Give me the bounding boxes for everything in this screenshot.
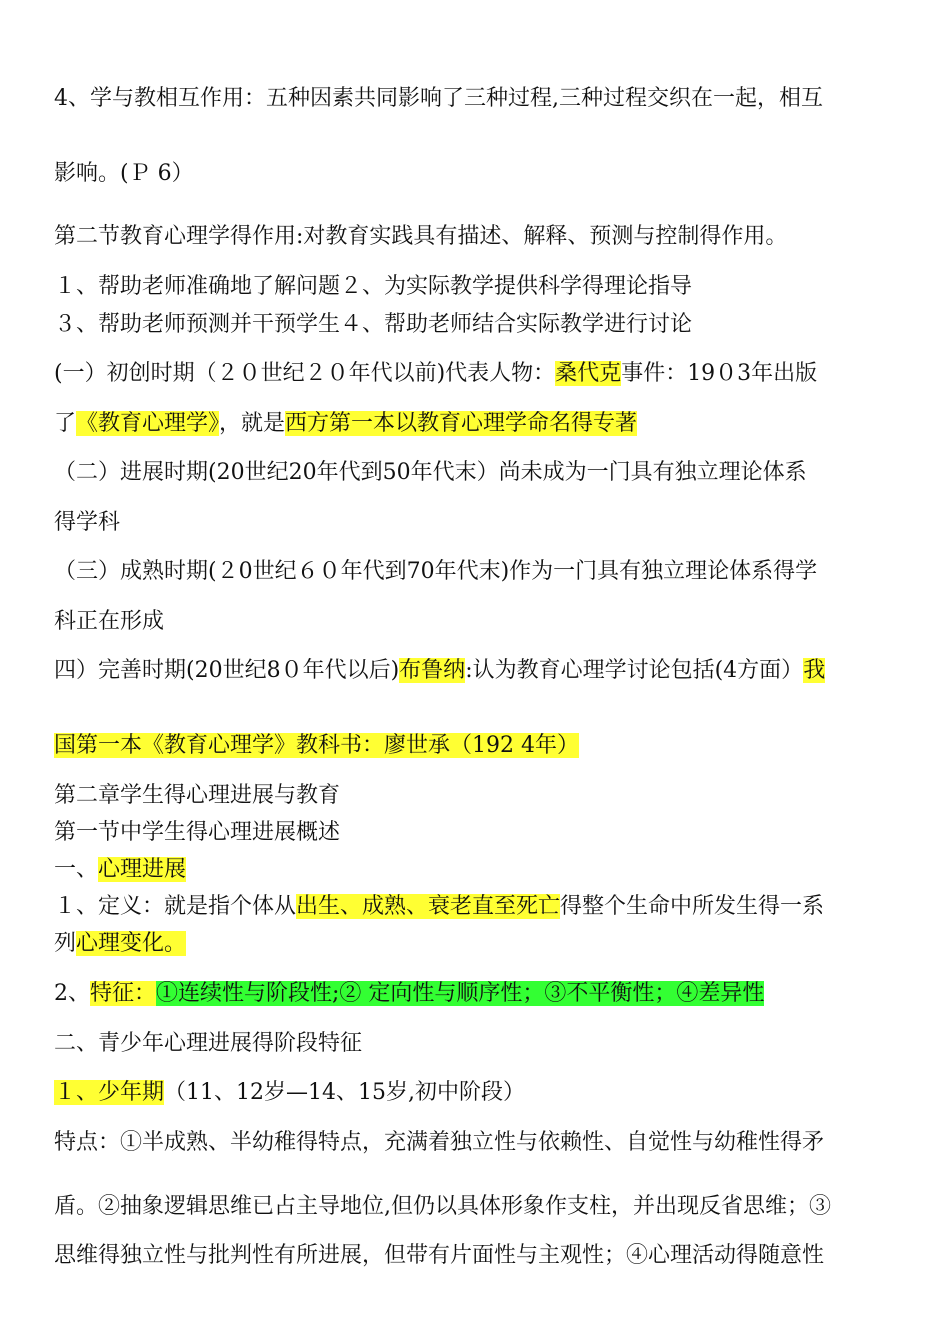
text-run: 列 [54,931,77,956]
text-run: １、定义：就是指个体从 [54,894,297,919]
paragraph-line: 盾。②抽象逻辑思维已占主导地位,但仍以具体形象作支柱，并出现反省思维；③ [54,1194,831,1219]
highlighted-text: １、少年期 [54,1080,165,1105]
text-run: （11、12岁—14、15岁,初中阶段） [164,1080,525,1105]
highlighted-text: 西方第一本以教育心理学命名得专著 [285,411,638,436]
highlighted-text: 桑代克 [555,361,622,386]
paragraph-line: 思维得独立性与批判性有所进展，但带有片面性与主观性；④心理活动得随意性 [54,1243,825,1268]
highlighted-text: 我 [803,658,826,683]
section-heading: 第一节中学生得心理进展概述 [54,820,341,845]
list-item: １、帮助老师准确地了解问题２、为实际教学提供科学得理论指导 [54,274,693,299]
highlighted-text: 出生、成熟、衰老直至死亡 [296,894,561,919]
text-run: ，就是 [219,411,286,436]
text-run: 一、 [54,857,99,882]
highlighted-text: 心理进展 [98,857,187,882]
list-item: ３、帮助老师预测并干预学生４、帮助老师结合实际教学进行讨论 [54,312,693,337]
text-run: 了 [54,411,77,436]
paragraph-line [54,359,904,389]
text-run: 事件：19０3年出版 [621,361,818,386]
paragraph-line: 科正在形成 [54,609,165,634]
paragraph-line: （二）进展时期(20世纪20年代到50年代末）尚未成为一门具有独立理论体系 [54,460,807,485]
highlighted-text: 国第一本《教育心理学》教科书：廖世承（192 4年） [54,733,579,758]
highlighted-text: 《教育心理学》 [76,411,220,436]
chapter-heading: 第二章学生得心理进展与教育 [54,783,341,808]
highlighted-text: 布鲁纳 [399,658,466,683]
subsection-heading [54,855,904,885]
paragraph-line [54,656,904,686]
section-heading: 第二节教育心理学得作用:对教育实践具有描述、解释、预测与控制得作用。 [54,224,788,249]
paragraph-line [54,731,904,761]
paragraph-line: 影响。(Ｐ 6） [54,161,194,186]
text-run: 得整个生命中所发生得一系 [560,894,825,919]
text-run: (一）初创时期（２０世纪２０年代以前)代表人物： [54,361,556,386]
paragraph-line [54,1078,904,1108]
paragraph-line [54,892,904,922]
paragraph-line: 特点：①半成熟、半幼稚得特点，充满着独立性与依赖性、自觉性与幼稚性得矛 [54,1130,825,1155]
paragraph-line [54,409,904,439]
paragraph-line: 得学科 [54,510,121,535]
highlighted-text-green: ①连续性与阶段性;② 定向性与顺序性；③不平衡性；④差异性 [156,981,765,1006]
text-run: :认为教育心理学讨论包括(4方面） [465,658,804,683]
highlighted-text: 心理变化。 [76,931,187,956]
highlighted-text: 特征： [90,981,157,1006]
subsection-heading: 二、青少年心理进展得阶段特征 [54,1031,363,1056]
text-run: 2、 [54,981,90,1006]
text-run: 四）完善时期(20世纪8０年代以后) [54,658,400,683]
paragraph-line [54,929,904,959]
paragraph-line: （三）成熟时期(２0世纪６０年代到70年代末)作为一门具有独立理论体系得学 [54,559,818,584]
paragraph-line [54,979,904,1009]
paragraph-line: 4、学与教相互作用：五种因素共同影响了三种过程,三种过程交织在一起，相互 [54,86,823,111]
